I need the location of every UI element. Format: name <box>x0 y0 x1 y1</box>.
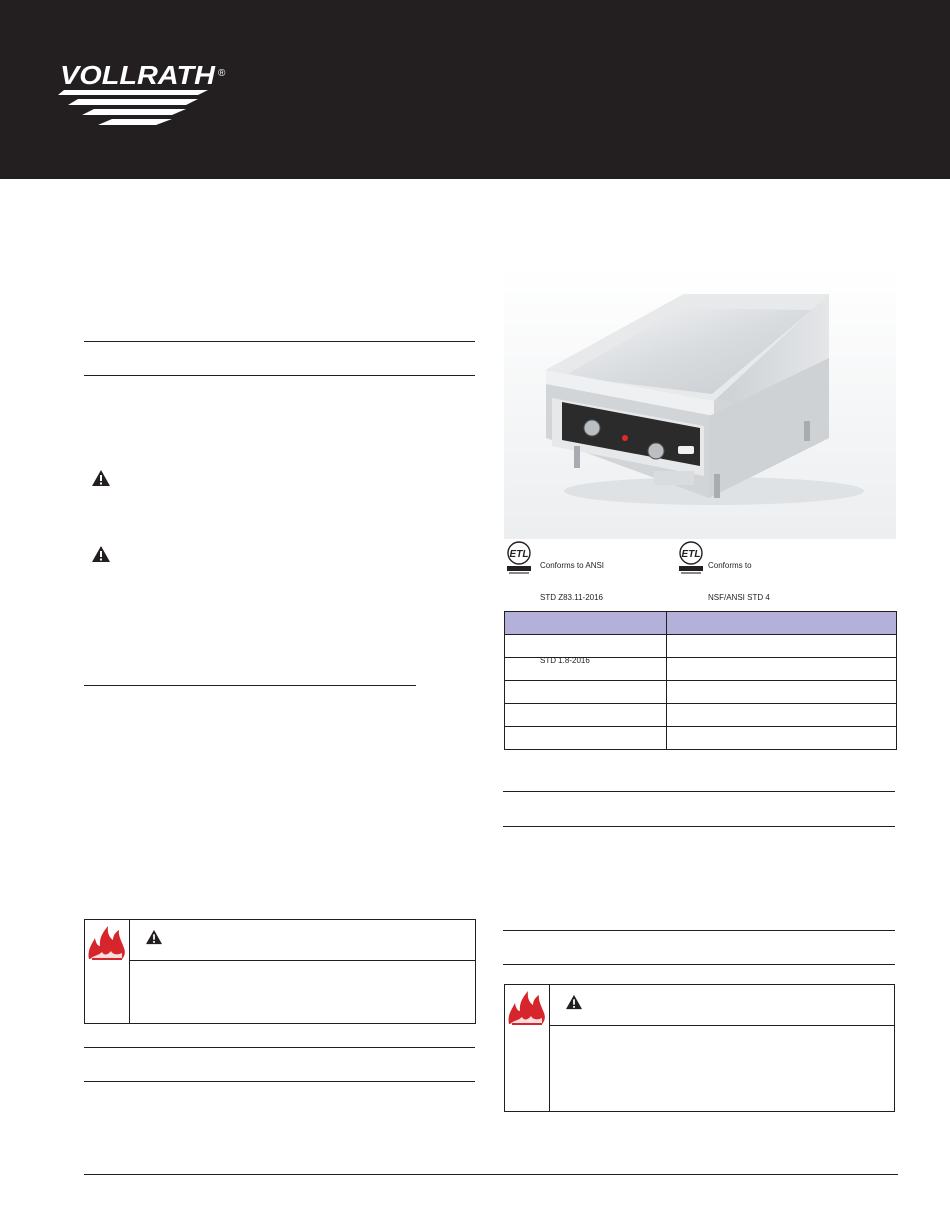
table-cell <box>505 704 667 727</box>
svg-text:ETL: ETL <box>681 549 701 560</box>
section-rule <box>84 341 475 342</box>
table-row <box>505 658 897 681</box>
svg-text:ETL: ETL <box>509 549 529 560</box>
section-rule <box>84 1047 475 1048</box>
svg-text:VOLLRATH: VOLLRATH <box>60 62 217 90</box>
table-cell <box>505 655 667 681</box>
etl-intertek-icon <box>677 541 705 575</box>
section-rule <box>84 375 475 376</box>
fire-warning-box <box>84 919 476 1024</box>
header-band <box>0 0 950 179</box>
table-cell <box>505 635 667 658</box>
vollrath-logo <box>58 62 233 128</box>
table-row <box>505 635 897 658</box>
table-row <box>505 704 897 727</box>
warning-triangle-icon <box>565 994 583 1010</box>
table-row <box>505 727 897 750</box>
warning-header-cell <box>550 985 894 1026</box>
cert-line: STD Z83.11-2016 <box>540 592 603 602</box>
table-header-cell <box>667 612 897 635</box>
cert-line: NSF/ANSI STD 4 <box>708 592 770 602</box>
cert-line: Conforms to <box>708 561 752 570</box>
cert-line: Conforms to ANSI <box>540 561 605 570</box>
table-cell <box>667 681 897 704</box>
warning-triangle-icon <box>91 545 111 563</box>
warning-triangle-icon <box>145 929 163 945</box>
fire-hazard-icon <box>506 987 548 1027</box>
griddle-product-image <box>504 266 896 539</box>
section-rule <box>84 685 416 686</box>
table-row <box>505 681 897 704</box>
table-header-cell <box>505 612 667 635</box>
certification-text-2 <box>708 540 770 614</box>
svg-text:®: ® <box>218 68 226 79</box>
fire-icon-cell <box>85 920 130 1023</box>
fire-hazard-icon <box>86 922 128 962</box>
table-cell <box>667 635 897 658</box>
fire-warning-box <box>504 984 895 1112</box>
footer-rule <box>84 1174 898 1175</box>
table-cell <box>505 681 667 704</box>
section-rule <box>503 930 895 931</box>
fire-icon-cell <box>505 985 550 1111</box>
table-header-row <box>505 612 897 635</box>
table-cell <box>667 727 897 750</box>
table-cell <box>505 727 667 750</box>
spec-table <box>504 611 897 750</box>
table-cell <box>667 658 897 681</box>
table-cell <box>667 704 897 727</box>
warning-header-cell <box>130 920 475 961</box>
section-rule <box>503 826 895 827</box>
etl-intertek-icon <box>505 541 533 575</box>
section-rule <box>503 791 895 792</box>
warning-triangle-icon <box>91 469 111 487</box>
section-rule <box>84 1081 475 1082</box>
section-rule <box>503 964 895 965</box>
cert-line: STD 1.8-2016 <box>540 655 590 665</box>
